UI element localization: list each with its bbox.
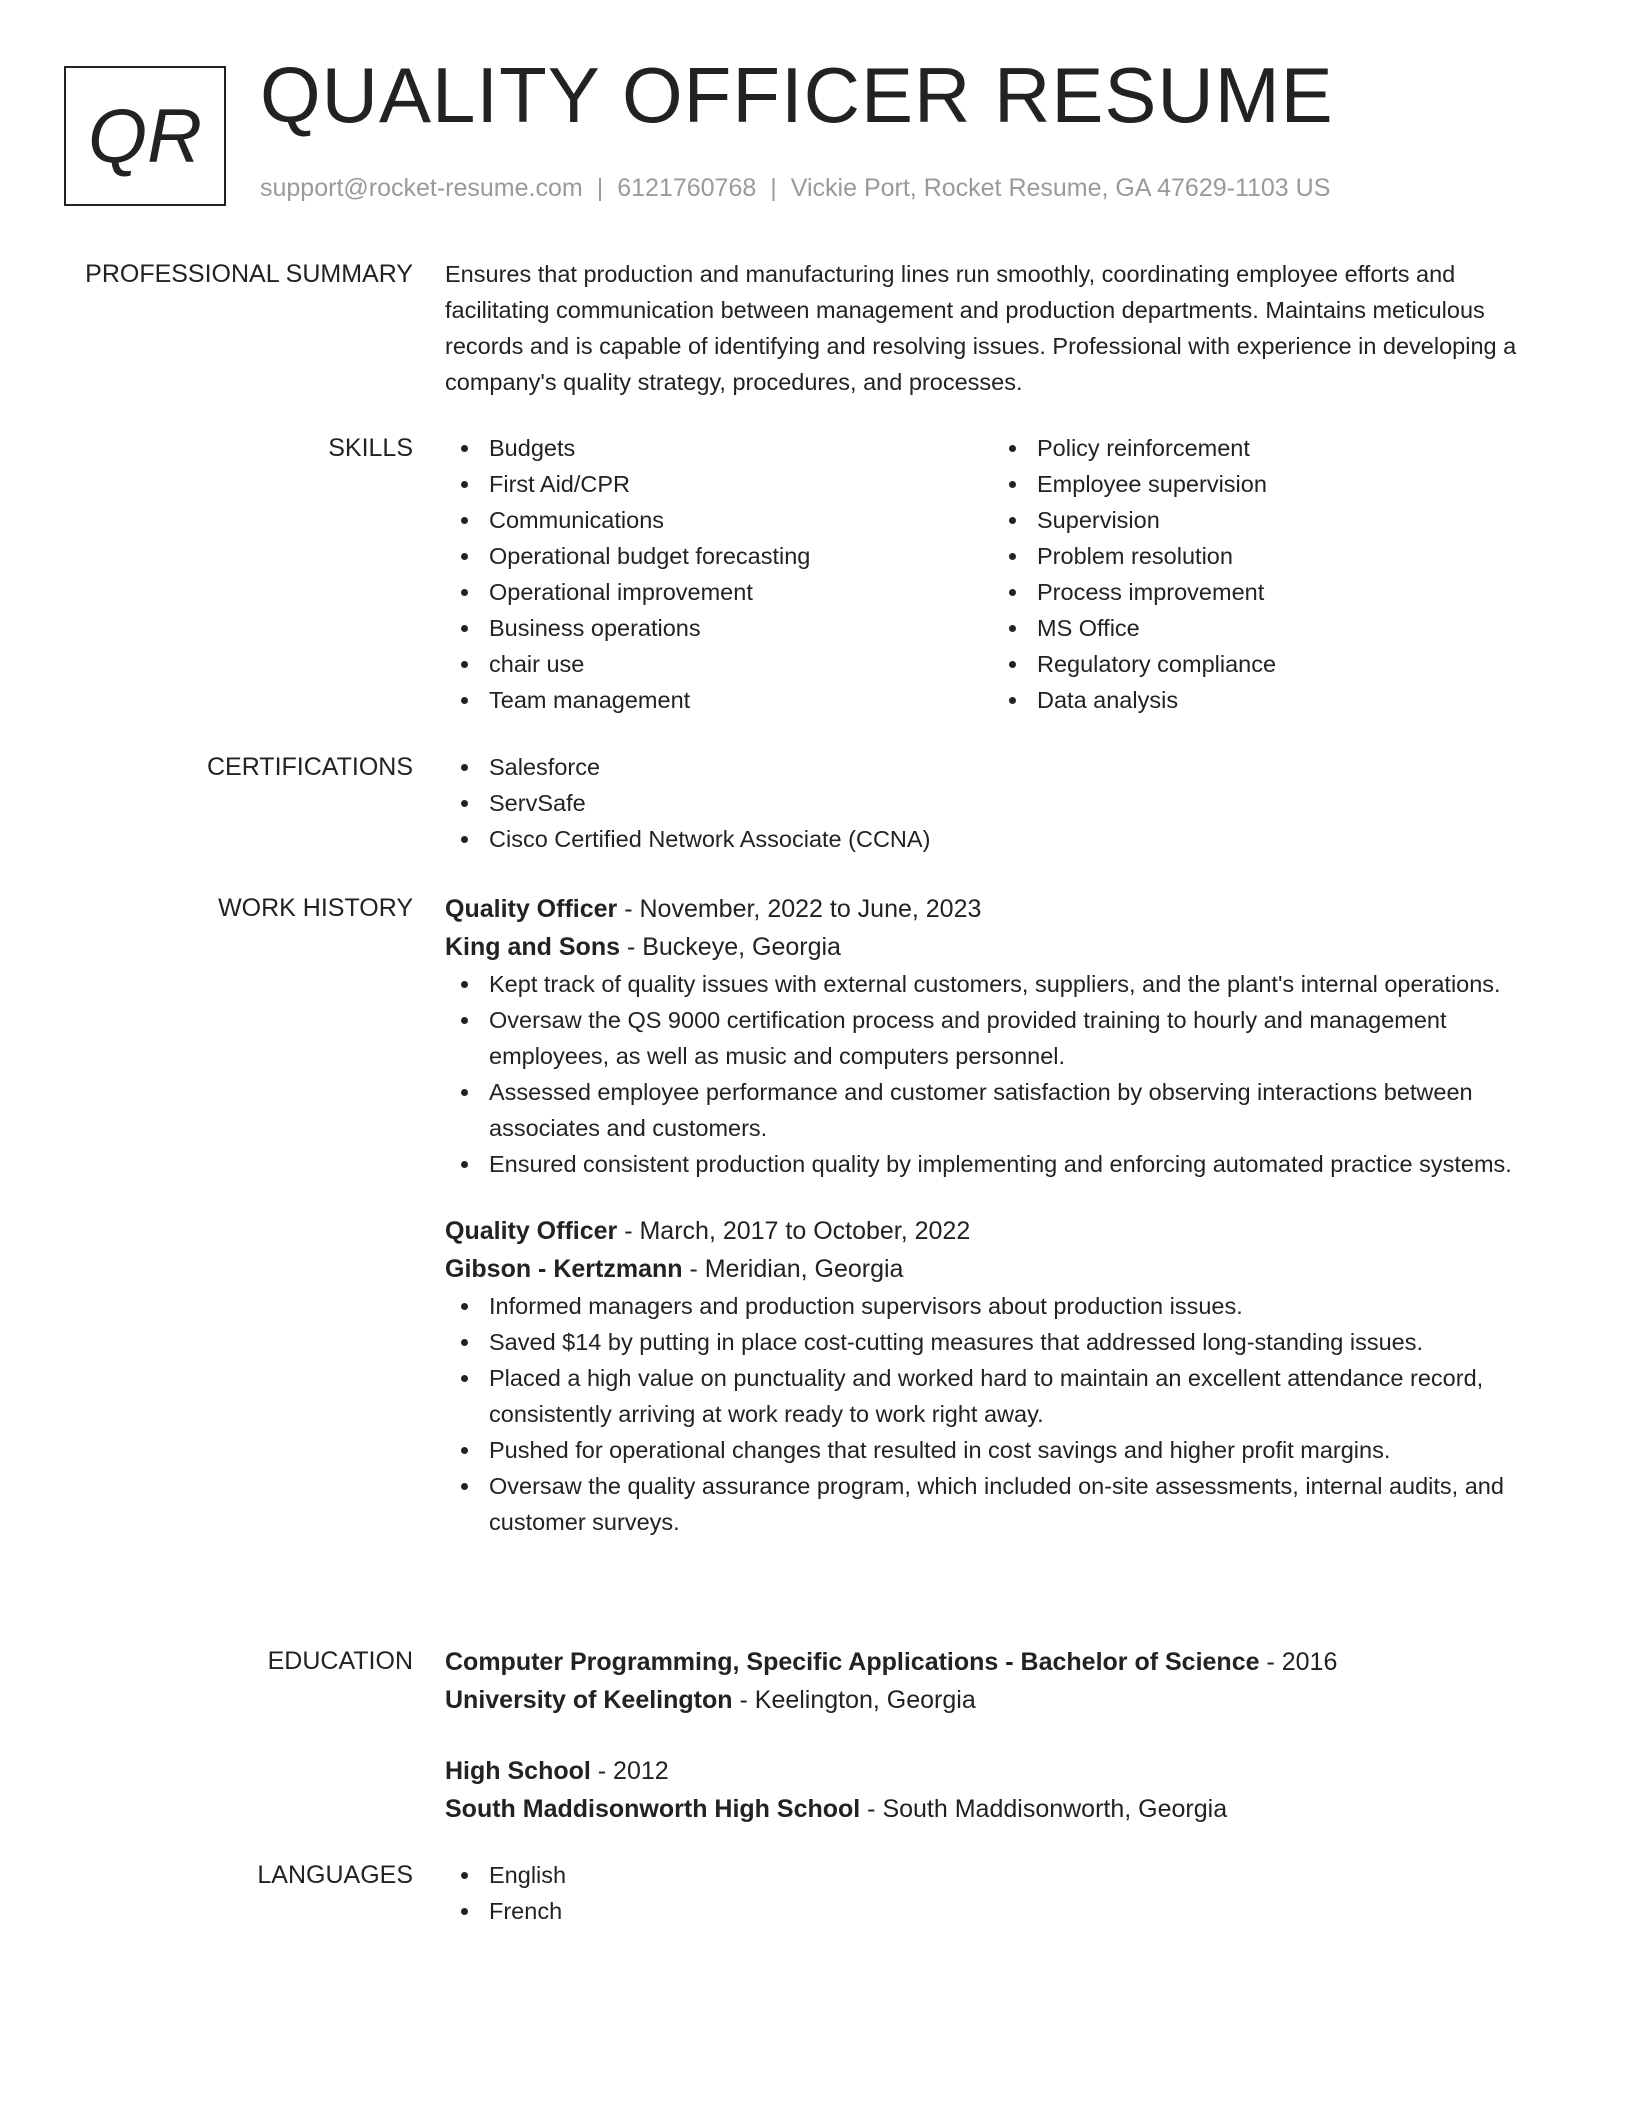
list-item: Assessed employee performance and customer satisfaction by observing interactions between associates and customers. — [445, 1074, 1565, 1146]
list-item: Saved $14 by putting in place cost-cutting measures that addressed long-standing issues. — [445, 1324, 1565, 1360]
job-company-line — [445, 928, 1565, 966]
page-title: QUALITY OFFICER RESUME — [260, 51, 1334, 139]
list-item: French — [445, 1893, 1565, 1929]
list-item: Team management — [445, 682, 993, 718]
contact-separator: | — [770, 174, 777, 202]
list-item: Cisco Certified Network Associate (CCNA) — [445, 821, 1565, 857]
list-item: Employee supervision — [993, 466, 1541, 502]
section-label-skills: SKILLS — [328, 434, 413, 462]
education-degree-line — [445, 1643, 1565, 1681]
job-title: Quality Officer — [445, 1217, 618, 1245]
education-location: - Keelington, Georgia — [732, 1686, 976, 1714]
languages-body — [445, 1857, 1565, 1929]
list-item: Budgets — [445, 430, 993, 466]
education-year: - 2016 — [1259, 1648, 1338, 1676]
certifications-body — [445, 749, 1565, 857]
list-item: Operational budget forecasting — [445, 538, 993, 574]
education-school-line — [445, 1790, 1565, 1828]
education-location: - South Maddisonworth, Georgia — [860, 1795, 1228, 1823]
job-dates: - November, 2022 to June, 2023 — [617, 895, 982, 923]
skills-left-list — [445, 430, 993, 718]
job-location: - Meridian, Georgia — [682, 1255, 904, 1283]
list-item: chair use — [445, 646, 993, 682]
list-item: MS Office — [993, 610, 1541, 646]
education-body — [445, 1643, 1565, 1828]
list-item: Kept track of quality issues with external customers, suppliers, and the plant's internal operations. — [445, 966, 1565, 1002]
job-entry — [445, 1212, 1565, 1540]
section-label-summary: PROFESSIONAL SUMMARY — [85, 260, 413, 288]
list-item: Process improvement — [993, 574, 1541, 610]
list-item: Supervision — [993, 502, 1541, 538]
list-item: Problem resolution — [993, 538, 1541, 574]
job-dates: - March, 2017 to October, 2022 — [617, 1217, 971, 1245]
education-degree: High School — [445, 1757, 591, 1785]
summary-text: Ensures that production and manufacturing lines run smoothly, coordinating employee efforts and facilitating communication between management and production departments. Maintains meticulous records and is capable of identifying and resolving issues. Professional with experience in developing a company's quality strategy, procedures, and processes. — [445, 261, 1517, 395]
job-title: Quality Officer — [445, 895, 618, 923]
section-label-education: EDUCATION — [267, 1647, 413, 1675]
education-school: South Maddisonworth High School — [445, 1795, 861, 1823]
job-title-line — [445, 1212, 1565, 1250]
list-item: Pushed for operational changes that resulted in cost savings and higher profit margins. — [445, 1432, 1565, 1468]
job-duties-list — [445, 966, 1565, 1182]
education-school: University of Keelington — [445, 1686, 733, 1714]
education-degree-line — [445, 1752, 1565, 1790]
certifications-list — [445, 749, 1565, 857]
list-item: Salesforce — [445, 749, 1565, 785]
list-item: Informed managers and production supervisors about production issues. — [445, 1288, 1565, 1324]
list-item: Data analysis — [993, 682, 1541, 718]
contact-separator: | — [596, 174, 604, 202]
list-item: English — [445, 1857, 1565, 1893]
job-title-line — [445, 890, 1565, 928]
section-label-languages: LANGUAGES — [257, 1861, 413, 1889]
section-label-certifications: CERTIFICATIONS — [206, 753, 413, 781]
job-company: King and Sons — [445, 933, 620, 961]
job-entry — [445, 890, 1565, 1182]
contact-address: Vickie Port, Rocket Resume, GA 47629-1103 US — [790, 174, 1331, 202]
list-item: Business operations — [445, 610, 993, 646]
job-location: - Buckeye, Georgia — [620, 933, 841, 961]
list-item: Placed a high value on punctuality and worked hard to maintain an excellent attendance record, consistently arriving at work ready to work right away. — [445, 1360, 1565, 1432]
list-item: ServSafe — [445, 785, 1565, 821]
job-duties-list — [445, 1288, 1565, 1540]
job-company-line — [445, 1250, 1565, 1288]
section-label-work-history: WORK HISTORY — [218, 894, 413, 922]
monogram-logo: QR — [64, 66, 226, 206]
skills-body — [445, 430, 1565, 718]
job-company: Gibson - Kertzmann — [445, 1255, 683, 1283]
list-item: Policy reinforcement — [993, 430, 1541, 466]
list-item: Ensured consistent production quality by implementing and enforcing automated practice systems. — [445, 1146, 1565, 1182]
list-item: First Aid/CPR — [445, 466, 993, 502]
education-degree: Computer Programming, Specific Applications - Bachelor of Science — [445, 1648, 1260, 1676]
education-entry — [445, 1752, 1565, 1828]
list-item: Communications — [445, 502, 993, 538]
summary-body — [445, 256, 1565, 400]
list-item: Oversaw the quality assurance program, which included on-site assessments, internal audits, and customer surveys. — [445, 1468, 1565, 1540]
list-item: Operational improvement — [445, 574, 993, 610]
contact-email: support@rocket-resume.com — [260, 174, 583, 202]
contact-line — [260, 176, 1330, 201]
work-history-body — [445, 890, 1565, 1540]
contact-phone: 6121760768 — [617, 174, 757, 202]
education-year: - 2012 — [590, 1757, 669, 1785]
education-school-line — [445, 1681, 1565, 1719]
skills-right-list — [993, 430, 1541, 718]
languages-list — [445, 1857, 1565, 1929]
list-item: Regulatory compliance — [993, 646, 1541, 682]
list-item: Oversaw the QS 9000 certification process and provided training to hourly and management employees, as well as music and computers personnel. — [445, 1002, 1565, 1074]
education-entry — [445, 1643, 1565, 1719]
